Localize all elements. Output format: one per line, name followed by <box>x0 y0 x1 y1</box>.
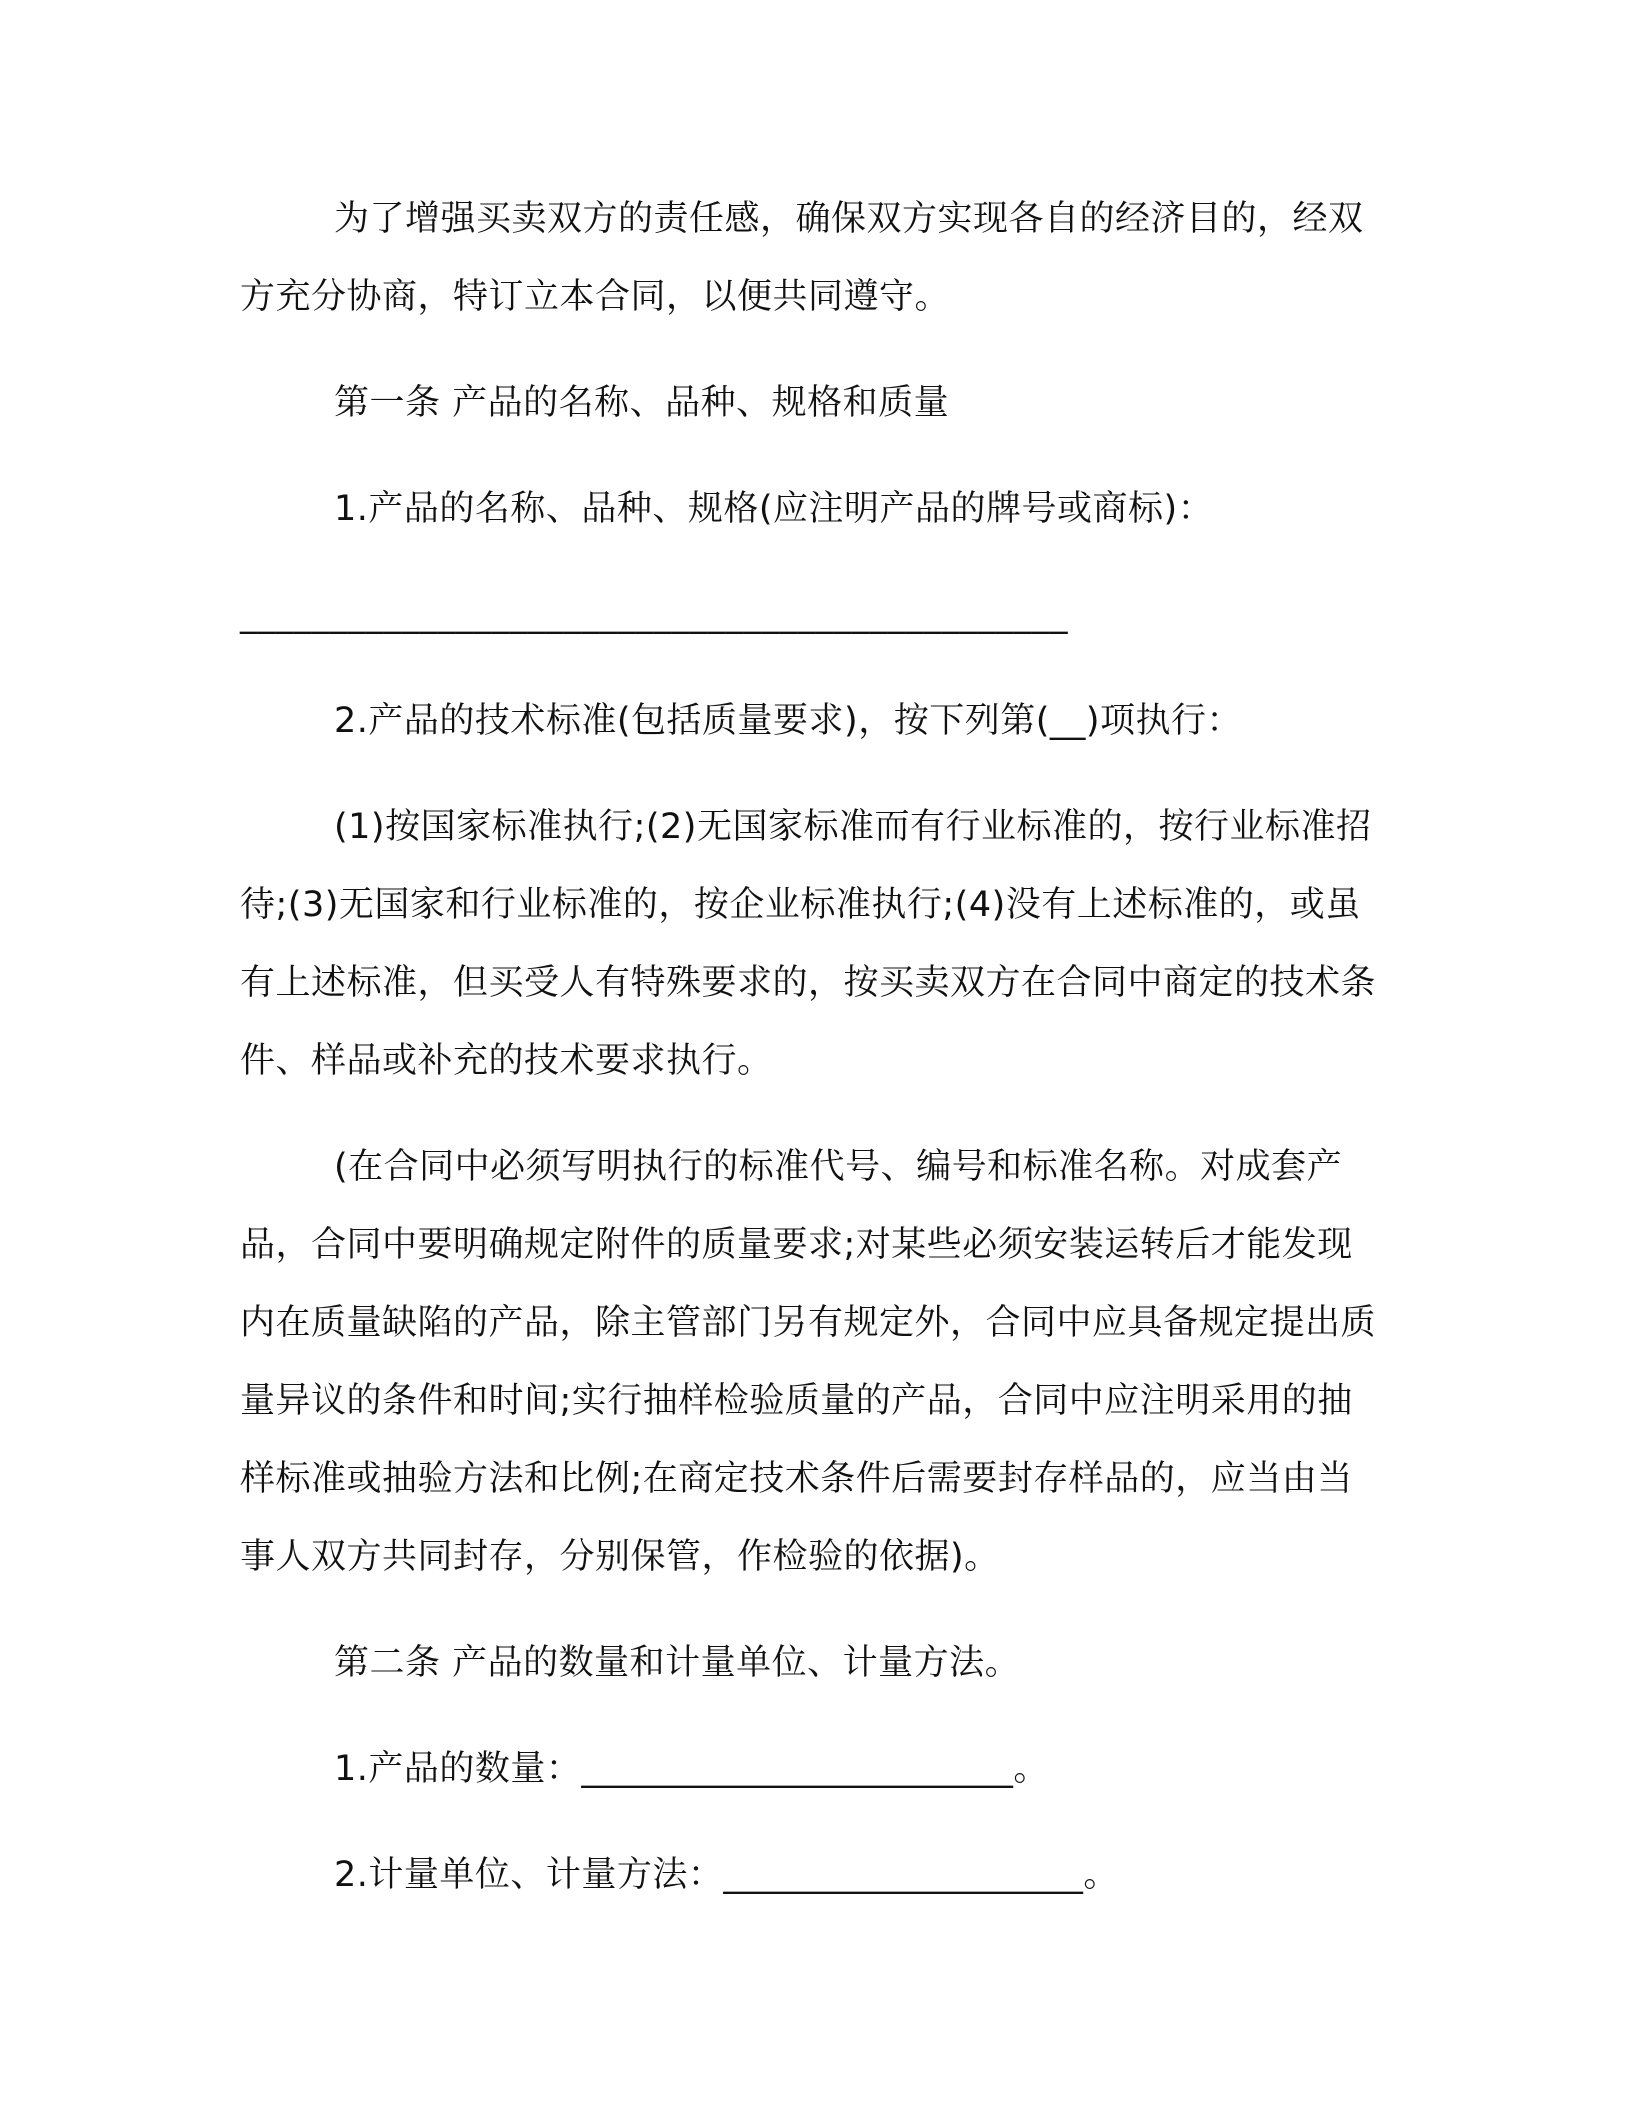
intro-paragraph: 为了增强买卖双方的责任感，确保双方实现各自的经济目的，经双方充分协商，特订立本合同，以便共同遵守。 <box>240 199 1364 317</box>
article-1-heading: 第一条 产品的名称、品种、规格和质量 <box>334 383 950 423</box>
article-1-item-1: 1.产品的名称、品种、规格(应注明产品的牌号或商标)： <box>334 489 1214 529</box>
blank-line: ______________________________________________ <box>240 595 1068 635</box>
document-body <box>240 180 1380 1942</box>
article-2-item-2: 2.计量单位、计量方法：____________________。 <box>334 1855 1119 1895</box>
article-1-item-2: 2.产品的技术标准(包括质量要求)，按下列第(__)项执行： <box>334 701 1243 741</box>
article-2-item-1: 1.产品的数量：________________________。 <box>334 1749 1049 1789</box>
standards-paragraph: (1)按国家标准执行;(2)无国家标准而有行业标准的，按行业标准招待;(3)无国家和行业标准的，按企业标准执行;(4)没有上述标准的，或虽有上述标准，但买受人有特殊要求的，按买卖双方在合同中商定的技术条件、样品或补充的技术要求执行。 <box>240 807 1377 1081</box>
article-2-heading: 第二条 产品的数量和计量单位、计量方法。 <box>334 1643 1021 1683</box>
note-paragraph: (在合同中必须写明执行的标准代号、编号和标准名称。对成套产品，合同中要明确规定附件的质量要求;对某些必须安装运转后才能发现内在质量缺陷的产品，除主管部门另有规定外，合同中应具备规定提出质量异议的条件和时间;实行抽样检验质量的产品，合同中应注明采用的抽样标准或抽验方法和比例;在商定技术条件后需要封存样品的，应当由当事人双方共同封存，分别保管，作检验的依据)。 <box>240 1147 1377 1577</box>
